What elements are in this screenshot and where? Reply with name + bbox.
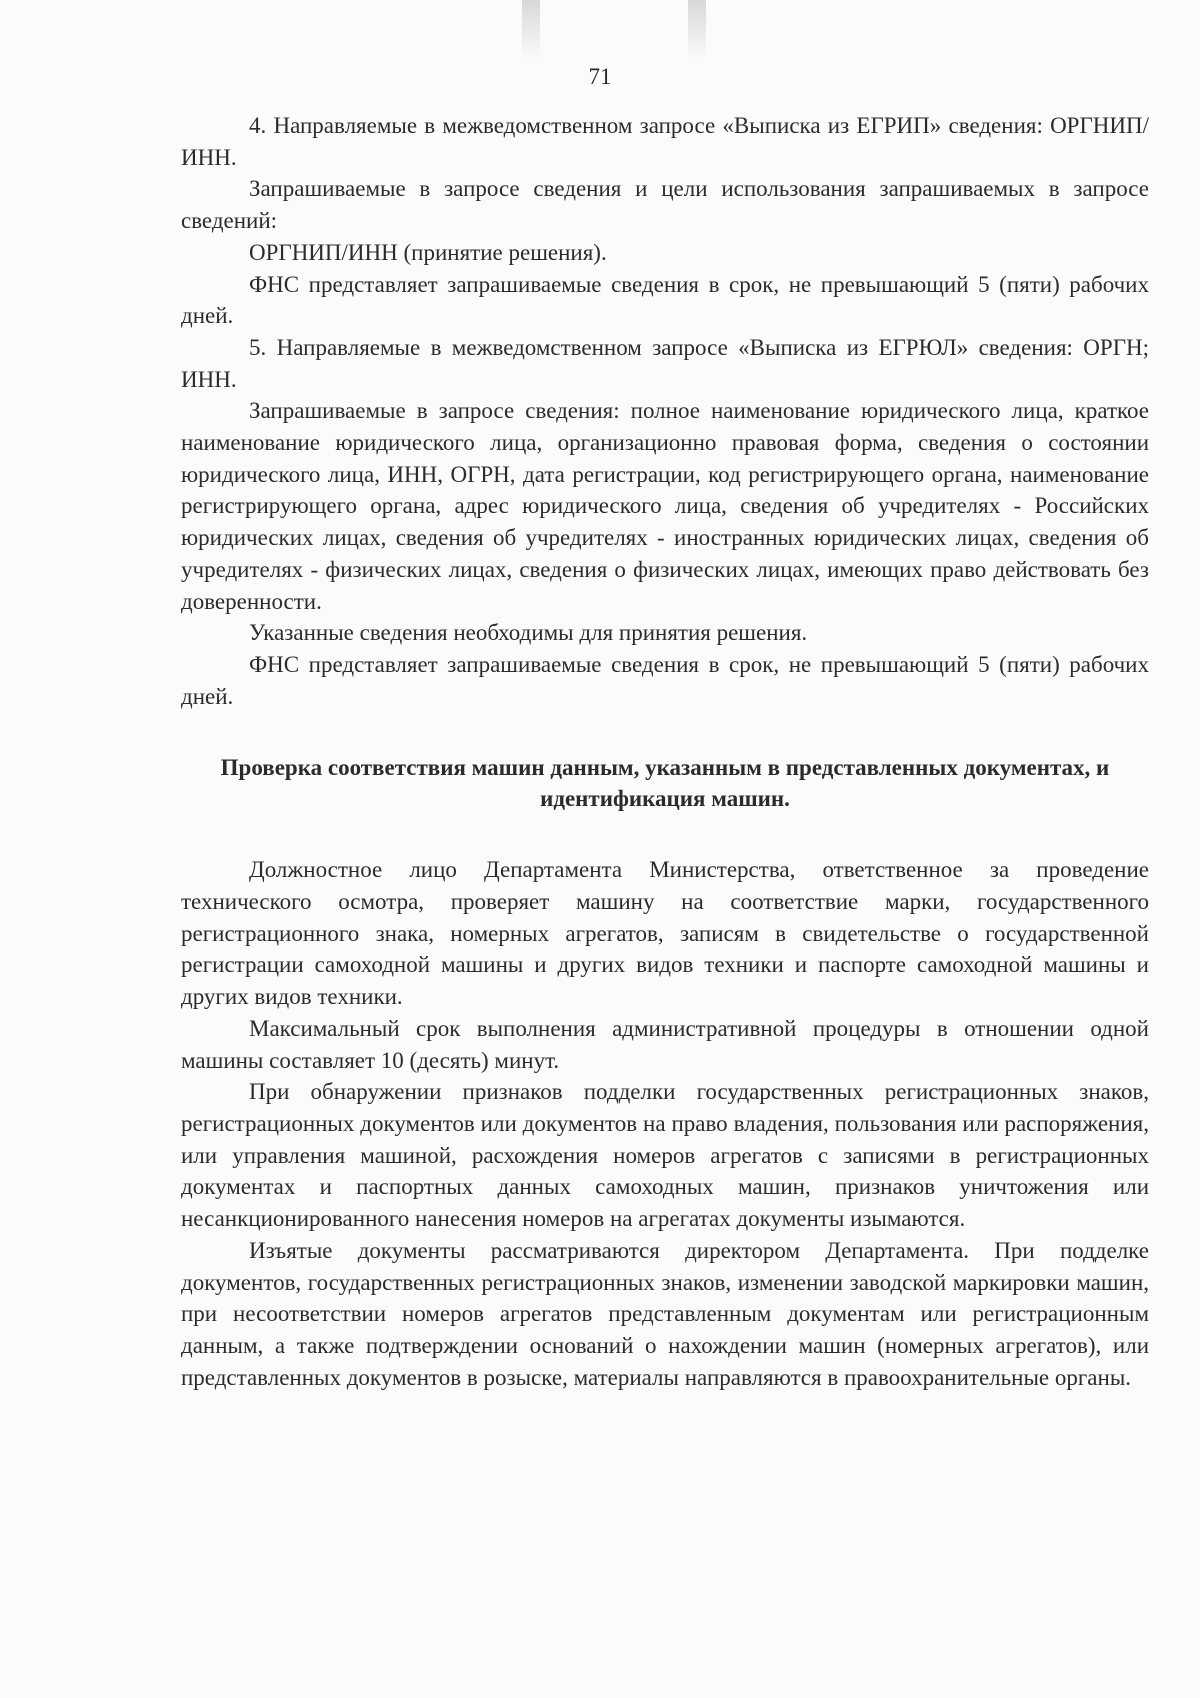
paragraph-requested-info-list: Запрашиваемые в запросе сведения: полное наименование юридического лица, краткое наименование юридического лица, организационно правовая форма, сведения о состоянии юридического лица, ИНН, ОГРН, дата регистрации, код регистрирующего органа, наименование регистрирующего органа, адрес юридического лица, сведения об учредителях - Российских юридических лицах, сведения об учредителях - иностранных юридических лицах, сведения об учредителях - физических лицах, сведения о физических лицах, имеющих право действовать без доверенности. [181, 398, 1149, 614]
paragraph-machine-inspection: Должностное лицо Департамента Министерства, ответственное за проведение технического осмотра, проверяет машину на соответствие марки, государственного регистрационного знака, номерных агрегатов, записям в свидетельстве о государственной регистрации самоходной машины и других видов техники и паспорте самоходной машины и других видов техники. [181, 857, 1149, 1010]
paragraph-orgnip-inn: ОРГНИП/ИНН (принятие решения). [249, 239, 607, 265]
paragraph-fns-deadline-1: ФНС представляет запрашиваемые сведения в срок, не превышающий 5 (пяти) рабочих дней. [181, 271, 1149, 329]
paragraph-max-duration: Максимальный срок выполнения административной процедуры в отношении одной машины составляет 10 (десять) минут. [181, 1015, 1149, 1073]
paragraph-forgery-detection: При обнаружении признаков подделки государственных регистрационных знаков, регистрационных документов или документов на право владения, пользования или распоряжения, или управления машиной, расхождения номеров агрегатов с записями в регистрационных документах и паспортных данных самоходных машин, признаков уничтожения или несанкционированного нанесения номеров на агрегатах документы изымаются. [181, 1079, 1149, 1232]
page-number: 71 [588, 64, 612, 89]
section-title: Проверка соответствия машин данным, указанным в представленных документах, и идентификация машин. [220, 755, 1110, 812]
document-body [181, 110, 1149, 1393]
paragraph-fns-deadline-2: ФНС представляет запрашиваемые сведения в срок, не превышающий 5 (пяти) рабочих дней. [181, 651, 1149, 709]
paragraph-seized-documents: Изъятые документы рассматриваются директором Департамента. При подделке документов, государственных регистрационных знаков, изменении заводской маркировки машин, при несоответствии номеров агрегатов представленным документам или регистрационным данным, а также подтверждении оснований о нахождении машин (номерных агрегатов), или представленных документов в розыске, материалы направляются в правоохранительные органы. [181, 1237, 1149, 1390]
paragraph-egrul-request: 5. Направляемые в межведомственном запросе «Выписка из ЕГРЮЛ» сведения: ОРГН; ИНН. [181, 334, 1149, 392]
binding-shadow-left [522, 0, 540, 60]
paragraph-requested-info-purpose: Запрашиваемые в запросе сведения и цели использования запрашиваемых в запросе сведений: [181, 176, 1149, 234]
paragraph-info-needed: Указанные сведения необходимы для принятия решения. [249, 620, 808, 646]
paragraph-egrip-request: 4. Направляемые в межведомственном запросе «Выписка из ЕГРИП» сведения: ОРГНИП/ИНН. [181, 113, 1149, 170]
binding-shadow-right [688, 0, 706, 60]
